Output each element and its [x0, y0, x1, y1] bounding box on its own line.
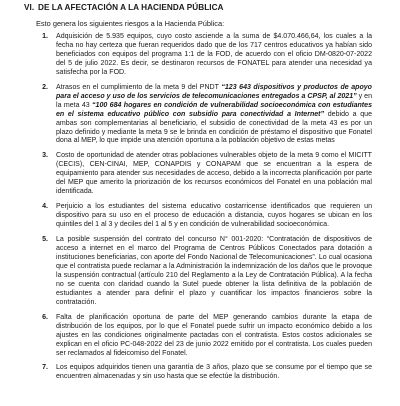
item-text: Falta de planificación oportuna de parte del MEP generando cambios durante la etapa de distribución de los equipos, por lo que el Fonatel puede sufrir un impacto económico debido a los ajustes en las condiciones originalmente pactadas con el contratista. Estos costos adicionales se explican en el oficio PC-048-2022 del 23 de junio 2022 emitido por el contratista. Los cuales pueden ser reclamados al fideicomiso del Fonatel. [56, 313, 372, 357]
item-number: 6. [42, 313, 48, 321]
goal-43-quote: “100 684 hogares en condición de vulnerabilidad socioeconómica con estudiantes en el sistema educativo público con subsidio para conectividad a Internet” [56, 101, 372, 118]
section-title: DE LA AFECTACIÓN A LA HACIENDA PÚBLICA [38, 3, 224, 12]
list-item [10, 236, 392, 308]
item-number: 1. [42, 33, 48, 40]
list-item [10, 203, 392, 230]
item-text: Perjuicio a los estudiantes del sistema educativo costarricense identificados que requieren un dispositivo para su uso en el proceso de educación a distancia, cuyos hogares se ubican en los quintiles del 1 al 3 y deciles del 1 al 5 y en condición de vulnerabilidad socioeconómica. [56, 203, 372, 229]
goal-9-quote: “123 643 dispositivos y productos de apoyo para el acceso y uso de los servicios de telecomunicaciones entregados a CPSP, al 2021” [56, 83, 372, 100]
item-text-segment: debido a que ambas son complementarias al beneficiario, el subsidio de conectividad de la meta 43 es por un plazo definido y mediante la meta 9 se le brinda en condición de préstamo el dispositivo que Fonatel dona al MEP, lo que impide una atención oportuna a la población objetivo de estas metas [56, 110, 372, 145]
item-text: Costo de oportunidad de atender otras poblaciones vulnerables objeto de la meta 9 como el MICITT (CECIS), CEN-CINAI, MEP, CONAPDIS y CONAPAM que se encuentran a la espera de equipamiento para atender sus necesidades de acceso, debido a la incorrecta planificación por parte del MEP que amerito la priorización de los recursos económicos del Fonatel en una población mal identificada. [56, 152, 372, 196]
risk-list [10, 33, 392, 382]
item-number: 2. [42, 83, 48, 91]
section-heading [24, 2, 392, 13]
item-text [56, 84, 392, 147]
list-item [10, 33, 392, 78]
list-item [10, 314, 392, 359]
item-number: 4. [42, 203, 48, 211]
item-text-segment: y en la meta 43 [56, 92, 373, 109]
item-number: 3. [42, 152, 48, 160]
item-number: 5. [42, 236, 48, 244]
section-number: VI. [24, 3, 35, 12]
list-item [10, 84, 392, 147]
list-item [10, 152, 392, 197]
document-page [0, 2, 400, 406]
item-text: Los equipos adquiridos tienen una garantía de 3 años, plazo que se consume por el tiempo que se encuentren almacenadas y sin uso hasta que se efectúe la distribución. [56, 364, 372, 381]
item-number: 7. [42, 364, 48, 372]
item-text: Adquisición de 5.935 equipos, cuyo costo asciende a la suma de $4.070.466,64, los cuales a la fecha no hay certeza que fueran requeridos dado que de los 717 centros educativos ya habían sido beneficiados con equipos del programa 1:1 de la FOD, de acuerdo con el oficio DM-0820-07-2022 del 5 de julio 2022. Es decir, se destinaron recursos de FONATEL para atender una necesidad ya satisfecha por la FOD. [56, 33, 372, 76]
list-item [10, 364, 392, 382]
item-text-segment: Atrasos en el cumplimiento de la meta 9 del PNDT [56, 83, 222, 91]
item-text: La posible suspensión del contrato del concurso N° 001-2020: “Contratación de dispositivos de acceso a internet en el marco del Programa de Centros Públicos Conectados para dotación a instituciones beneficiarias, con aporte del Fondo Nacional de Telecomunicaciones”. Lo cual ocasiona que el contratista puede reclamar a la Administración la indemnización de los daños que le provoque la suspensión contractual (artículo 210 del Reglamento a la Ley de Contratación Pública). A la fecha no se cuenta con claridad cuando la Sutel puede obtener la lista definitiva de la población de estudiantes a atender para definir el plazo y cuantificar los impactos financieros sobre la contratación. [56, 236, 372, 306]
intro-paragraph: Esto genera los siguientes riesgos a la Hacienda Pública: [36, 19, 225, 28]
